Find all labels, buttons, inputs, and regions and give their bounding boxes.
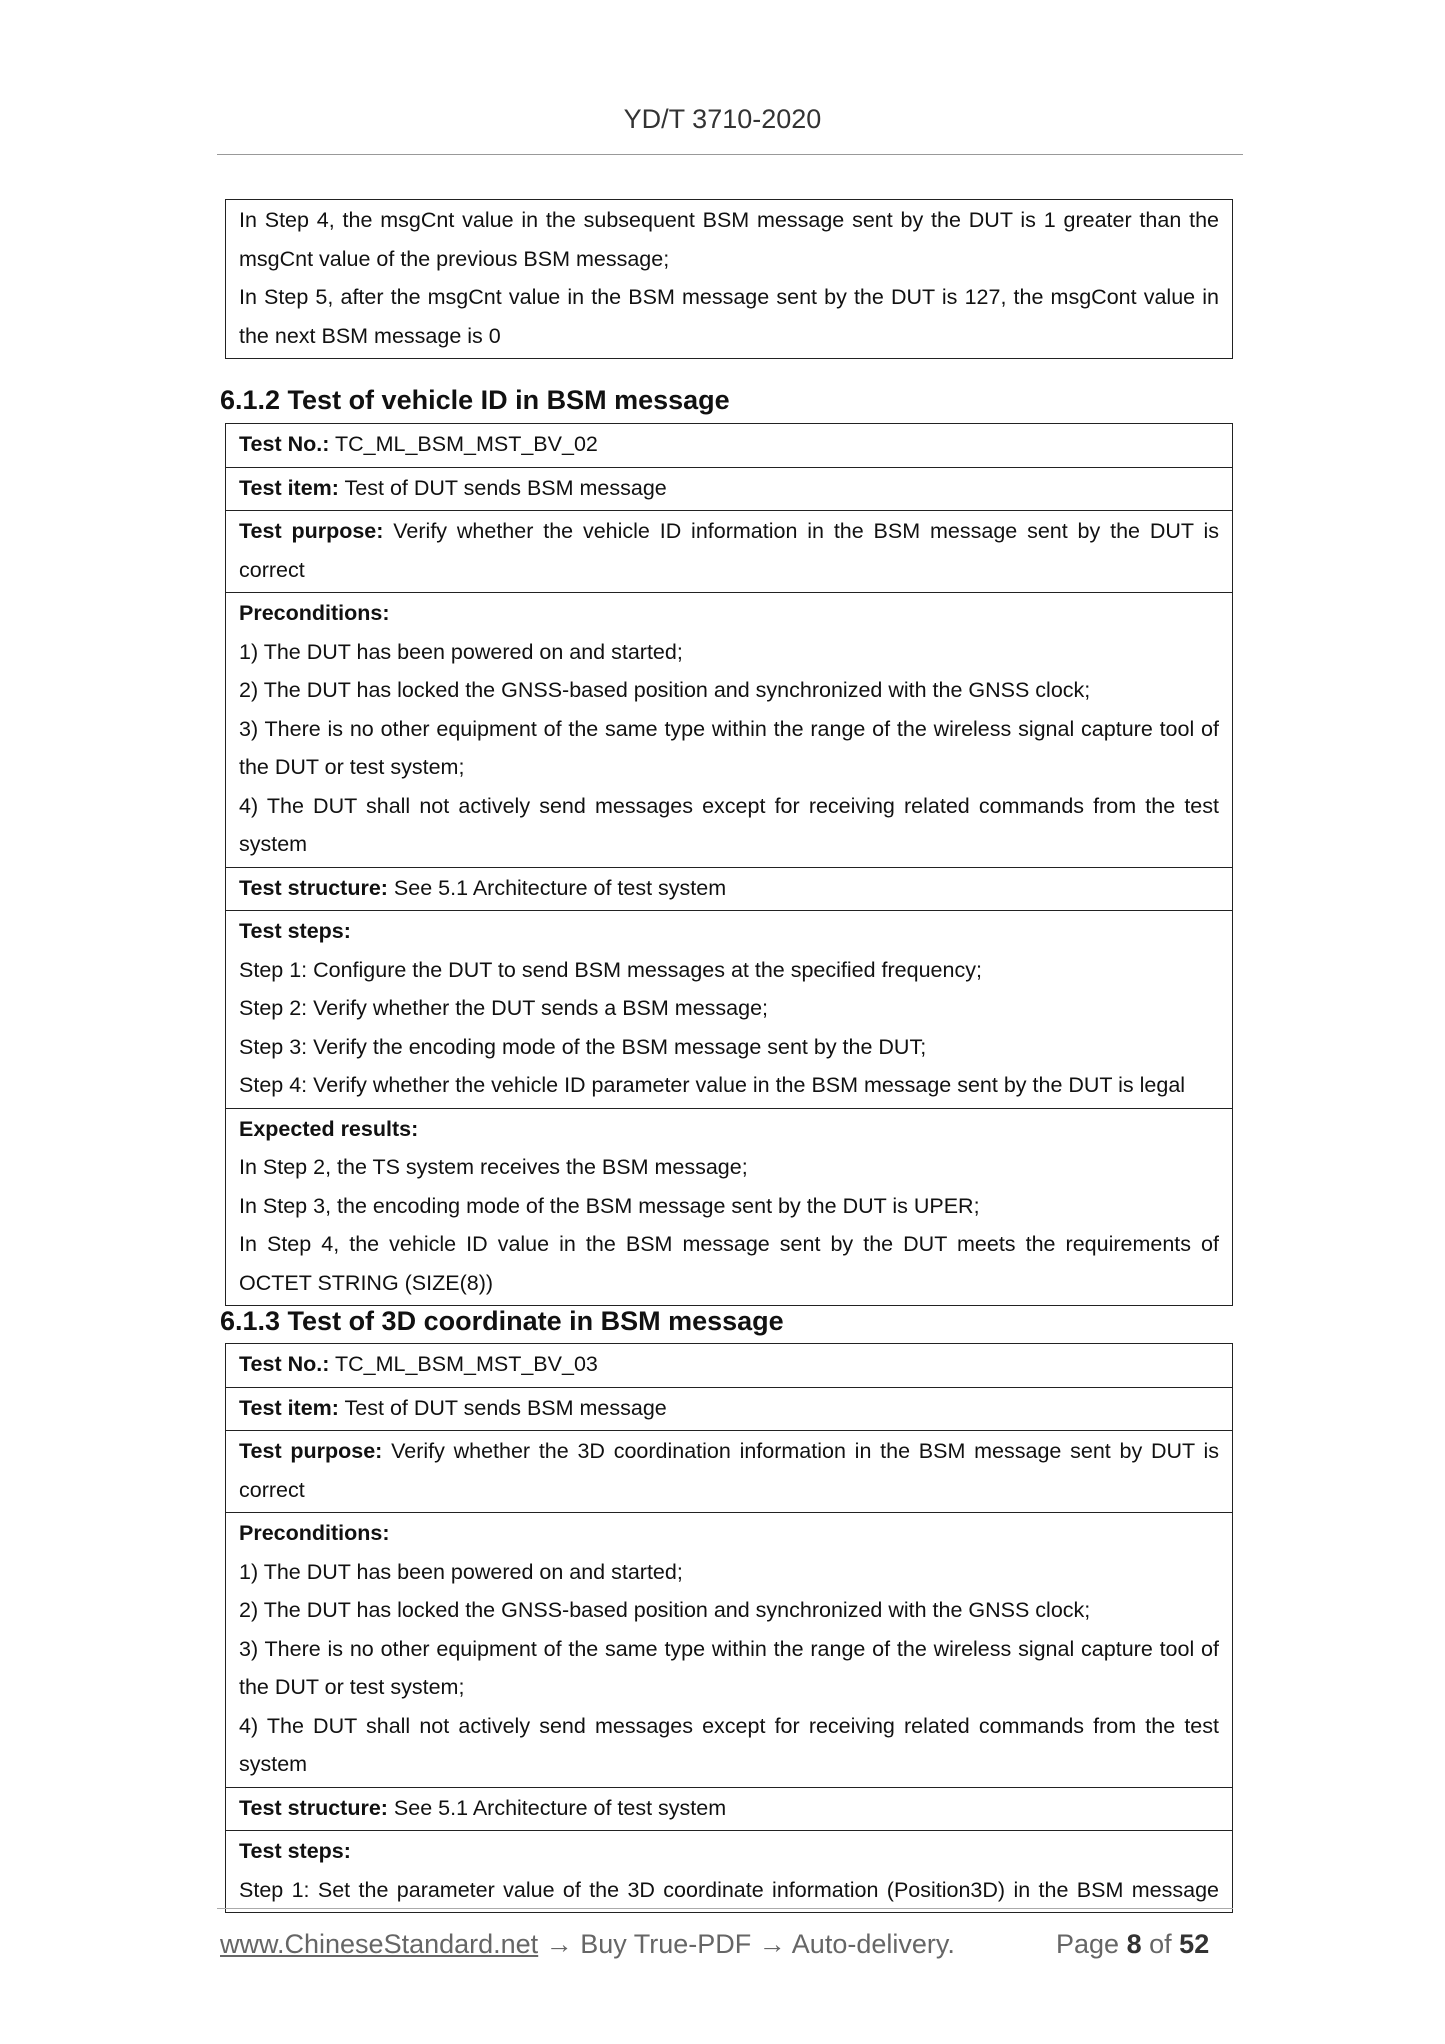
list-item: 3) There is no other equipment of the same type within the range of the wireless signal capture tool of: [239, 716, 1219, 741]
page-label: Page: [1056, 1929, 1120, 1959]
list-item: 2) The DUT has locked the GNSS-based position and synchronized with the GNSS clock;: [239, 678, 1091, 702]
field-label: Test structure:: [239, 875, 388, 900]
document-header-title: YD/T 3710-2020: [623, 104, 822, 134]
list-item: 4) The DUT shall not actively send messages except for receiving related commands from the test: [239, 793, 1219, 818]
continued-results-table: [225, 199, 1233, 359]
field-label: Test item:: [239, 1395, 339, 1420]
field-value: See 5.1 Architecture of test system: [387, 1795, 727, 1820]
field-label: Expected results:: [239, 1116, 419, 1141]
page-number: 8: [1126, 1929, 1142, 1959]
list-item: the DUT or test system;: [239, 1675, 465, 1699]
delivery-text: Auto-delivery.: [791, 1929, 955, 1959]
field-label: Preconditions:: [239, 1521, 390, 1545]
test-steps-row: [226, 910, 1232, 1108]
field-label: Test item:: [239, 475, 339, 500]
list-item: In Step 4, the vehicle ID value in the BSM message sent by the DUT meets the requirements of: [239, 1232, 1219, 1256]
section-heading: 6.1.3 Test of 3D coordinate in BSM message: [220, 1306, 784, 1336]
field-value: Verify whether the 3D coordination information in the BSM message sent by DUT is: [382, 1439, 1220, 1463]
list-item: 2) The DUT has locked the GNSS-based position and synchronized with the GNSS clock;: [239, 1598, 1091, 1622]
arrow-icon: →: [758, 1929, 786, 1959]
list-item: 1) The DUT has been powered on and started;: [239, 639, 683, 664]
test-case-table: [225, 423, 1233, 1306]
website-link[interactable]: www.ChineseStandard.net: [220, 1929, 539, 1959]
field-value: Test of DUT sends BSM message: [338, 1395, 667, 1420]
test-item-row: [226, 467, 1232, 511]
preconditions-row: [226, 1512, 1232, 1787]
list-item: Step 4: Verify whether the vehicle ID parameter value in the BSM message sent by the DUT is legal: [239, 1073, 1186, 1097]
header-divider: [217, 154, 1243, 155]
list-item: OCTET STRING (SIZE(8)): [239, 1270, 494, 1295]
list-item: In Step 2, the TS system receives the BSM message;: [239, 1155, 748, 1179]
expected-results-row: [226, 1108, 1232, 1306]
test-case-table: [225, 1343, 1233, 1913]
test-no-row: [226, 424, 1232, 467]
test-item-row: [226, 1387, 1232, 1431]
list-item: 4) The DUT shall not actively send messages except for receiving related commands from the test: [239, 1713, 1219, 1738]
list-item: In Step 3, the encoding mode of the BSM message sent by the DUT is UPER;: [239, 1193, 980, 1218]
of-label: of: [1149, 1929, 1172, 1959]
list-item: Step 3: Verify the encoding mode of the BSM message sent by the DUT;: [239, 1034, 927, 1059]
field-label: Preconditions:: [239, 601, 390, 625]
field-value: See 5.1 Architecture of test system: [387, 875, 727, 900]
page-total: 52: [1179, 1929, 1210, 1959]
field-value: Verify whether the vehicle ID information in the BSM message sent by the DUT is: [383, 519, 1219, 543]
text-line: the next BSM message is 0: [239, 323, 501, 348]
field-value: correct: [239, 557, 305, 582]
field-value: Test of DUT sends BSM message: [338, 475, 667, 500]
field-label: Test purpose:: [239, 1439, 383, 1463]
field-label: Test purpose:: [239, 519, 384, 543]
list-item: system: [239, 832, 308, 856]
test-purpose-row: [226, 510, 1232, 592]
list-item: the DUT or test system;: [239, 755, 465, 779]
list-item: Step 1: Set the parameter value of the 3D coordinate information (Position3D) in the BSM message: [239, 1877, 1219, 1902]
text-line: msgCnt value of the previous BSM message;: [239, 246, 670, 271]
test-no-row: [226, 1344, 1232, 1387]
field-label: Test No.:: [239, 1352, 330, 1376]
field-value: TC_ML_BSM_MST_BV_02: [329, 432, 598, 456]
list-item: 3) There is no other equipment of the same type within the range of the wireless signal capture tool of: [239, 1636, 1219, 1661]
footer-divider: [217, 1908, 1233, 1909]
buy-text: Buy True-PDF: [580, 1929, 752, 1959]
section-heading: 6.1.2 Test of vehicle ID in BSM message: [220, 385, 730, 415]
field-label: Test structure:: [239, 1795, 388, 1820]
text-line: In Step 5, after the msgCnt value in the BSM message sent by the DUT is 127, the msgCont value in: [239, 285, 1219, 309]
text-line: In Step 4, the msgCnt value in the subsequent BSM message sent by the DUT is 1 greater than the: [239, 208, 1219, 232]
list-item: Step 1: Configure the DUT to send BSM messages at the specified frequency;: [239, 957, 982, 982]
field-label: Test steps:: [239, 1839, 351, 1863]
list-item: 1) The DUT has been powered on and started;: [239, 1559, 683, 1584]
test-structure-row: [226, 867, 1232, 911]
test-steps-row: [226, 1830, 1232, 1912]
arrow-icon: →: [545, 1929, 573, 1959]
field-value: TC_ML_BSM_MST_BV_03: [329, 1352, 598, 1376]
field-label: Test No.:: [239, 432, 330, 456]
table-row: [226, 200, 1232, 358]
field-value: correct: [239, 1477, 305, 1502]
test-purpose-row: [226, 1430, 1232, 1512]
preconditions-row: [226, 592, 1232, 867]
field-label: Test steps:: [239, 919, 351, 943]
list-item: Step 2: Verify whether the DUT sends a BSM message;: [239, 996, 768, 1020]
test-structure-row: [226, 1787, 1232, 1831]
page-indicator: [1056, 1929, 1209, 1960]
list-item: system: [239, 1752, 308, 1776]
footer-promo: [220, 1929, 955, 1960]
